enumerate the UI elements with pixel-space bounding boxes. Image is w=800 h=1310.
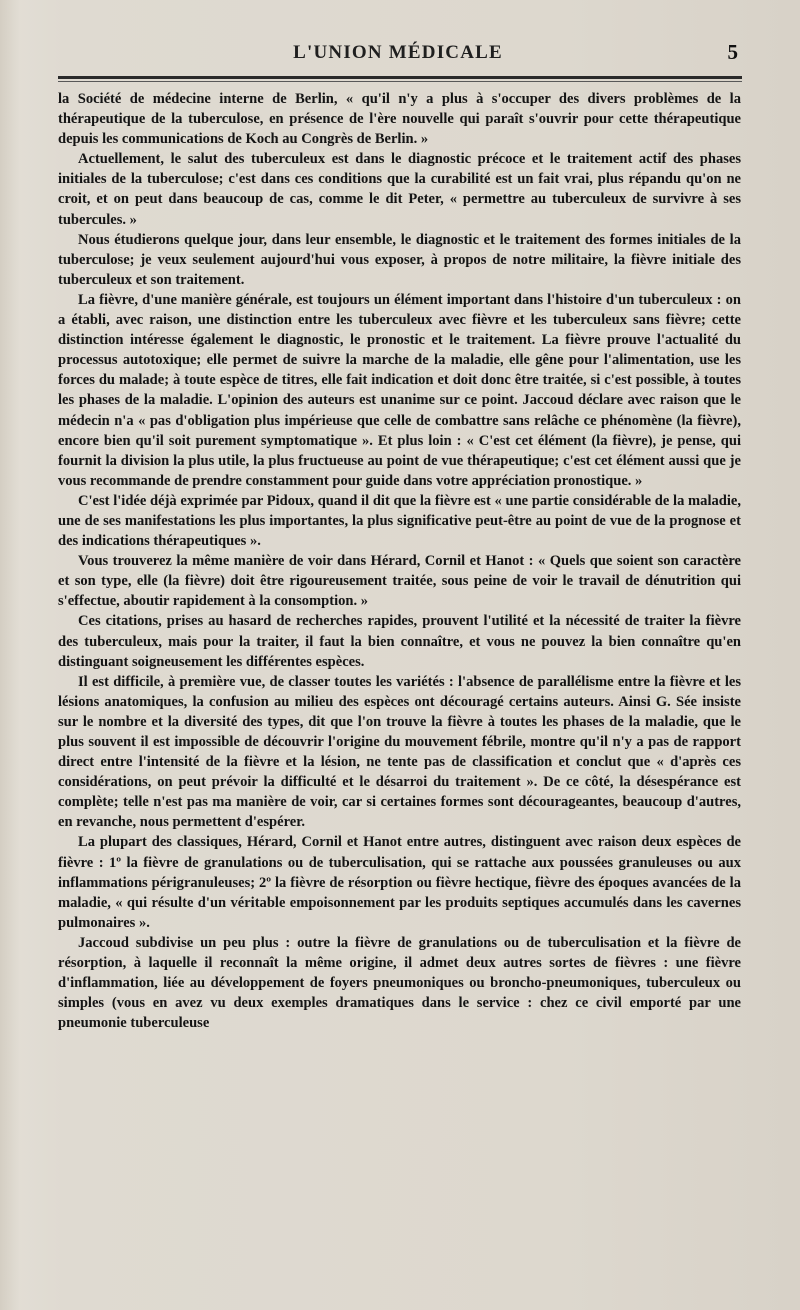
paragraph-2: Actuellement, le salut des tuberculeux est dans le diagnostic précoce et le traitement actif des phases initiales de la tuberculose; c'est dans ces conditions que la curabilité est un fait vrai, plus répandu qu'on ne croit, et on peut dans beaucoup de cas, comme le dit Peter, « permettre au tuberculeux de survivre à ses tubercules. » [58, 151, 741, 228]
page-header [58, 40, 738, 74]
paragraph-4: La fièvre, d'une manière générale, est toujours un élément important dans l'histoire d'un tuberculeux : on a établi, avec raison, une distinction entre les tuberculeux avec fièvre et les tuberculeux sans fièvre; cette distinction intéresse également le diagnostic, le pronostic et le traitement. La fièvre prouve l'actualité du processus autotoxique; elle permet de suivre la marche de la maladie, elle gêne pour l'alimentation, use les forces du malade; à toute espèce de titres, elle fait indication et doit donc être traitée, si c'est possible, à toutes les phases de la maladie. L'opinion des auteurs est unanime sur ce point. Jaccoud déclare avec raison que le médecin n'a « pas d'obligation plus impérieuse que celle de combattre sans relâche ce phénomène (la fièvre), encore bien qu'il soit purement symptomatique ». Et plus loin : « C'est cet élément (la fièvre), je pense, qui fournit la division la plus utile, la plus fructueuse au point de vue thérapeutique; c'est cet élément aussi que je vous recommande de prendre constamment pour guide dans votre appréciation pronostique. » [58, 291, 741, 489]
header-rule [58, 76, 742, 79]
paragraph-9: La plupart des classiques, Hérard, Cornil et Hanot entre autres, distinguent avec raison deux espèces de fièvre : 1º la fièvre de granulations ou de tuberculisation, qui se rattache aux poussées granuleuses ou aux inflammations périgranuleuses; 2º la fièvre de résorption ou fièvre hectique, fièvre des époques avancées de la maladie, « qui résulte d'un véritable empoisonnement par les produits septiques accumulés dans les cavernes pulmonaires ». [58, 834, 741, 931]
paragraph-1: la Société de médecine interne de Berlin, « qu'il n'y a plus à s'occuper des divers problèmes de la thérapeutique de la tuberculose, en présence de l'ère nouvelle qui paraît s'ouvrir pour cette thérapeutique depuis les communications de Koch au Congrès de Berlin. » [58, 91, 741, 148]
paragraph-3: Nous étudierons quelque jour, dans leur ensemble, le diagnostic et le traitement des formes initiales de la tuberculose; je veux seulement aujourd'hui vous exposer, à propos de notre militaire, la fièvre initiale des tuberculeux et son traitement. [58, 231, 741, 288]
paragraph-10: Jaccoud subdivise un peu plus : outre la fièvre de granulations ou de tuberculisation et la fièvre de résorption, à laquelle il reconnaît la même origine, il admet deux autres sortes de fièvres : une fièvre d'inflammation, liée au développement de foyers pneumoniques ou broncho-pneumoniques, tuberculeux ou simples (vous en avez vu deux exemples dramatiques dans le service : chez ce civil emporté par une pneumonie tuberculeuse [58, 934, 741, 1032]
paragraph-7: Ces citations, prises au hasard de recherches rapides, prouvent l'utilité et la nécessité de traiter la fièvre des tuberculeux, mais pour la traiter, il faut la bien connaître, et vous ne pouvez la bien connaître qu'en distinguant soigneusement les différentes espèces. [58, 613, 741, 670]
page-left-shadow [0, 0, 20, 1310]
paragraph-6: Vous trouverez la même manière de voir dans Hérard, Cornil et Hanot : « Quels que soient son caractère et son type, elle (la fièvre) doit être rigoureusement traitée, sous peine de voir le travail de dénutrition qui s'effectue, aboutir rapidement à la consomption. » [58, 553, 741, 610]
paragraph-8: Il est difficile, à première vue, de classer toutes les variétés : l'absence de parallélisme entre la fièvre et les lésions anatomiques, la confusion au milieu des espèces ont découragé certains auteurs. Ainsi G. Sée insiste sur le nombre et la diversité des types, dit que l'on trouve la fièvre à toutes les phases de la maladie, que le plus souvent il est impossible de découvrir l'origine du mouvement fébrile, montre qu'il n'y a pas de rapport direct entre l'intensité de la fièvre et la lésion, ne tente pas de classification et conclut que « d'après ces considérations, on peut prévoir la difficulté et le désarroi du traitement ». De ce côté, la désespérance est complète; telle n'est pas ma manière de voir, car si certaines formes sont décourageantes, beaucoup d'autres, en revanche, nous permettent d'espérer. [58, 673, 741, 831]
paragraph-5: C'est l'idée déjà exprimée par Pidoux, quand il dit que la fièvre est « une partie considérable de la maladie, une de ses manifestations les plus importantes, la plus significative peut-être au point de vue de la prognose et des indications thérapeutiques ». [58, 492, 741, 550]
header-rule-thin [58, 81, 742, 82]
article-body [58, 89, 741, 1033]
page-number: 5 [727, 40, 738, 64]
journal-title: L'UNION MÉDICALE [293, 42, 503, 63]
